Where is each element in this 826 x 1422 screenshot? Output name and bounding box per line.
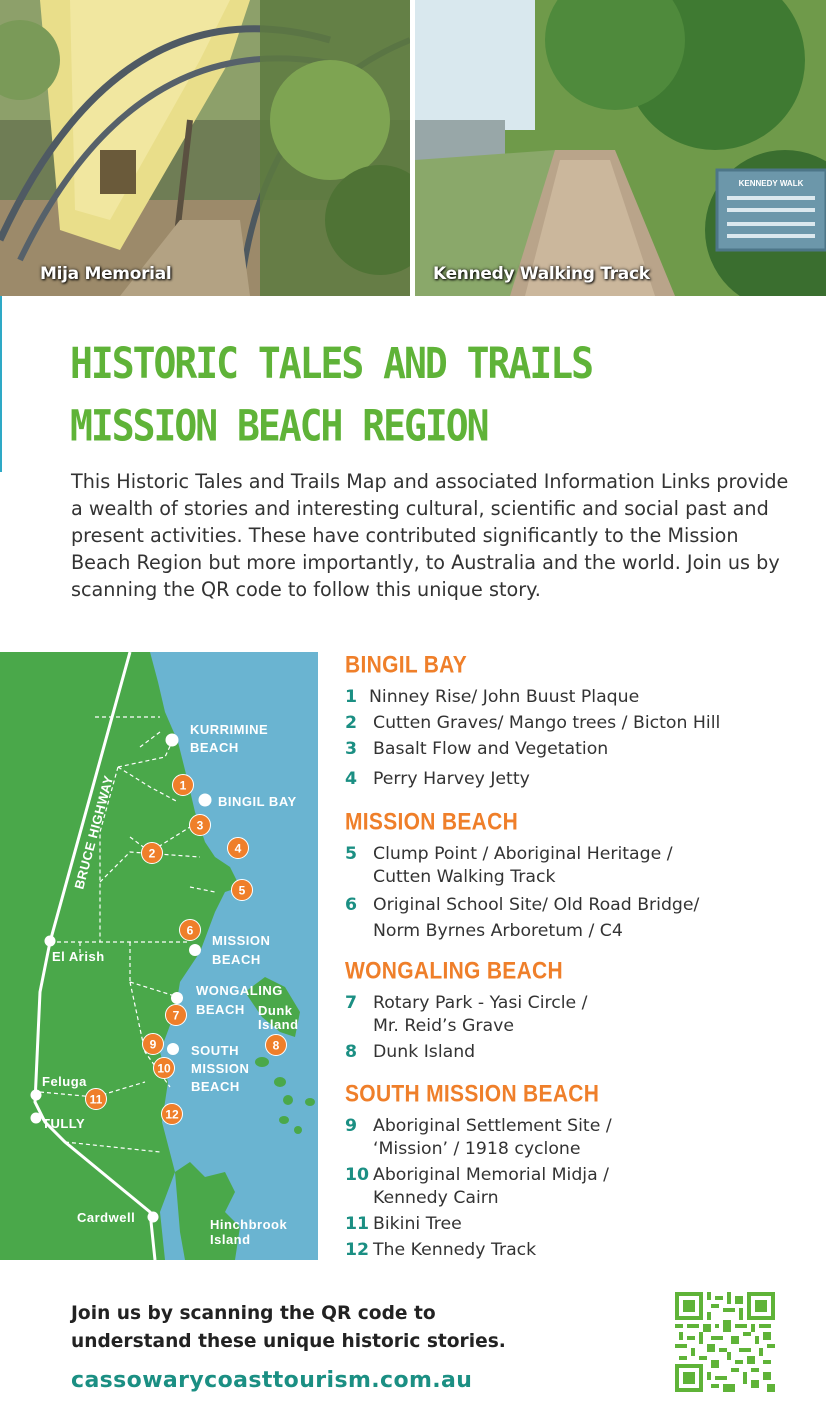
site-marker-9[interactable] (143, 1034, 164, 1055)
legend-item-1[interactable] (345, 686, 815, 709)
qr-code-icon[interactable] (675, 1292, 775, 1392)
intro-paragraph: This Historic Tales and Trails Map and associated Information Links provide a wealth of stories and interesting cultural, scientific and social past and present activities. These have contributed significantly to the Mission Beach Region but more importantly, to Australia and the world. Join us by scanning the QR code to follow this unique story. (71, 470, 789, 601)
item-number: 12 (345, 1240, 370, 1260)
item-text-line-2: Mr. Reid’s Grave (373, 1016, 514, 1036)
item-number: 5 (345, 844, 358, 864)
item-number: 10 (345, 1165, 370, 1185)
item-text-line-2: ‘Mission’ / 1918 cyclone (373, 1139, 581, 1159)
website-link[interactable]: cassowarycoasttourism.com.au (71, 1368, 473, 1393)
legend-item-9[interactable] (345, 1115, 815, 1161)
kurrimine-label-1: KURRIMINE (190, 722, 269, 737)
item-text-line-2: Kennedy Cairn (373, 1188, 499, 1208)
site-marker-label: 11 (89, 1092, 103, 1107)
item-text: Cutten Graves/ Mango trees / Bicton Hill (373, 713, 721, 733)
town-dot-feluga (31, 1090, 42, 1101)
legend-section-wongaling-beach (345, 958, 815, 1064)
site-marker-12[interactable] (162, 1104, 183, 1125)
item-number: 7 (345, 993, 358, 1013)
site-marker-8[interactable] (266, 1035, 287, 1056)
item-text-line-2: Cutten Walking Track (373, 867, 556, 887)
site-marker-label: 8 (272, 1038, 280, 1053)
photo-caption: Kennedy Walking Track (433, 264, 650, 284)
hinchbrook-label-2: Island (210, 1232, 251, 1247)
legend-item-6[interactable] (345, 892, 815, 944)
mission-label-2: BEACH (212, 952, 261, 967)
item-text-line-1: Rotary Park - Yasi Circle / (373, 993, 588, 1013)
dunk-label-1: Dunk (258, 1003, 293, 1018)
section-heading: SOUTH MISSION BEACH (345, 1081, 600, 1108)
site-marker-7[interactable] (166, 1005, 187, 1026)
item-text-line-2: Norm Byrnes Arboretum / C4 (373, 921, 623, 941)
dunk-label-2: Island (258, 1017, 299, 1032)
site-marker-6[interactable] (180, 920, 201, 941)
sign-title: KENNEDY WALK (738, 179, 804, 188)
legend-item-12[interactable] (345, 1239, 815, 1262)
item-text-line-1: Original School Site/ Old Road Bridge/ (373, 895, 700, 915)
site-marker-label: 10 (157, 1061, 171, 1076)
photo-kennedy-walking-track (415, 0, 826, 296)
cardwell-label: Cardwell (77, 1210, 136, 1225)
title-line-1: HISTORIC TALES AND TRAILS (70, 338, 592, 388)
mission-label-1: MISSION (212, 933, 271, 948)
section-heading: MISSION BEACH (345, 809, 519, 836)
south-mission-label-3: BEACH (191, 1079, 240, 1094)
item-text: The Kennedy Track (373, 1240, 537, 1260)
highway-label: BRUCE HIGHWAY (71, 773, 117, 891)
item-text: Perry Harvey Jetty (373, 769, 530, 789)
title-line-2: MISSION BEACH REGION (70, 401, 488, 451)
town-dot-wongaling (171, 992, 183, 1004)
site-marker-2[interactable] (142, 843, 163, 864)
town-dot-bingil (199, 794, 212, 807)
legend-item-2[interactable] (345, 712, 815, 735)
site-marker-11[interactable] (86, 1089, 107, 1110)
footer-line-1: Join us by scanning the QR code to (71, 1303, 436, 1324)
legend-section-south-mission-beach (345, 1081, 815, 1262)
item-text-line-1: Aboriginal Memorial Midja / (373, 1165, 610, 1185)
tully-label: TULLY (42, 1116, 86, 1131)
footer-line-2: understand these unique historic stories. (71, 1331, 506, 1352)
legend-item-4[interactable] (345, 768, 815, 791)
town-dot-south-mission (167, 1043, 179, 1055)
town-dot-cardwell (148, 1212, 159, 1223)
el-arish-label: El Arish (52, 949, 105, 964)
site-marker-label: 6 (186, 923, 194, 938)
section-heading: BINGIL BAY (345, 652, 468, 679)
legend-item-7[interactable] (345, 992, 815, 1038)
site-marker-label: 3 (196, 818, 204, 833)
site-marker-5[interactable] (232, 880, 253, 901)
legend-item-5[interactable] (345, 843, 815, 889)
accent-rule (0, 296, 2, 472)
site-marker-label: 5 (238, 883, 246, 898)
site-marker-3[interactable] (190, 815, 211, 836)
item-number: 1 (345, 687, 358, 707)
item-text: Ninney Rise/ John Buust Plaque (369, 687, 640, 707)
item-text: Dunk Island (373, 1042, 476, 1062)
hinchbrook-label-1: Hinchbrook (210, 1217, 288, 1232)
photo-caption: Mija Memorial (40, 264, 172, 284)
item-number: 11 (345, 1214, 370, 1234)
town-dot-mission (189, 944, 201, 956)
legend-item-8[interactable] (345, 1041, 815, 1064)
town-dot-kurrimine (166, 734, 179, 747)
wongaling-label-2: BEACH (196, 1002, 245, 1017)
kurrimine-label-2: BEACH (190, 740, 239, 755)
item-text-line-1: Aboriginal Settlement Site / (373, 1116, 612, 1136)
site-marker-label: 2 (148, 846, 156, 861)
item-number: 3 (345, 739, 358, 759)
south-mission-label-2: MISSION (191, 1061, 250, 1076)
site-marker-1[interactable] (173, 775, 194, 796)
site-marker-label: 1 (179, 778, 187, 793)
site-marker-label: 4 (234, 841, 242, 856)
item-number: 8 (345, 1042, 358, 1062)
site-marker-label: 12 (165, 1107, 179, 1122)
feluga-label: Feluga (42, 1074, 87, 1089)
item-text: Basalt Flow and Vegetation (373, 739, 609, 759)
legend-item-10[interactable] (345, 1164, 815, 1210)
site-marker-label: 7 (172, 1008, 180, 1023)
legend-item-3[interactable] (345, 738, 815, 761)
legend-section-mission-beach (345, 809, 815, 944)
town-dot-el-arish (45, 936, 56, 947)
site-marker-label: 9 (149, 1037, 157, 1052)
region-map (0, 652, 318, 1260)
wongaling-label-1: WONGALING (196, 983, 283, 998)
item-text-line-1: Clump Point / Aboriginal Heritage / (373, 844, 673, 864)
page-title (70, 332, 592, 457)
site-marker-4[interactable] (228, 838, 249, 859)
bingil-label: BINGIL BAY (218, 794, 297, 809)
item-number: 9 (345, 1116, 358, 1136)
item-number: 2 (345, 713, 358, 733)
legend-item-11[interactable] (345, 1213, 815, 1236)
item-number: 4 (345, 769, 358, 789)
section-heading: WONGALING BEACH (345, 958, 563, 985)
site-marker-10[interactable] (154, 1058, 175, 1079)
item-number: 6 (345, 895, 358, 915)
footer-cta (71, 1300, 506, 1356)
legend-section-bingil-bay (345, 652, 815, 791)
photo-mija-memorial (0, 0, 410, 296)
item-text: Bikini Tree (373, 1214, 462, 1234)
south-mission-label-1: SOUTH (191, 1043, 239, 1058)
town-dot-tully (31, 1113, 42, 1124)
